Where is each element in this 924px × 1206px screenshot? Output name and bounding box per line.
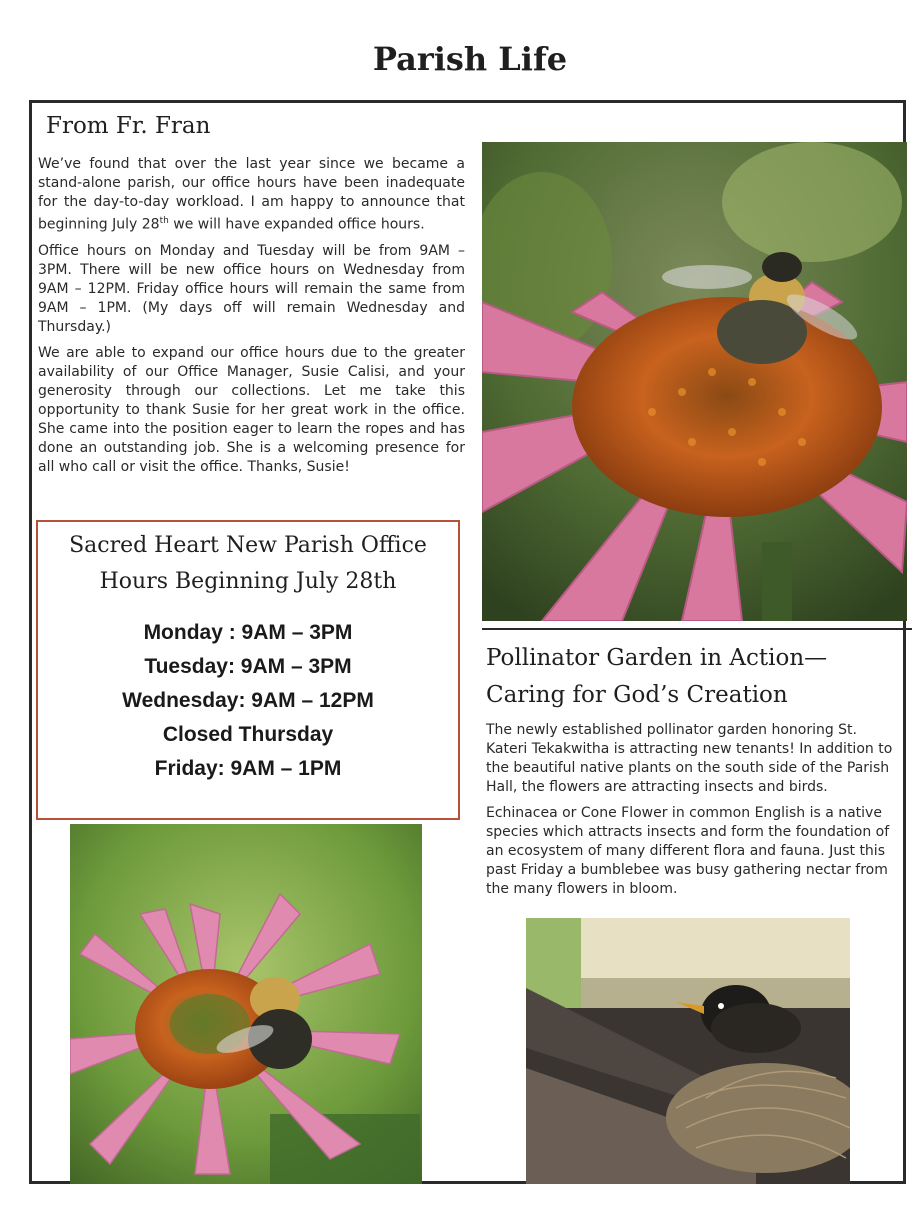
hours-monday: Monday : 9AM – 3PM <box>143 621 353 644</box>
section-divider <box>482 628 912 630</box>
page-title: Parish Life <box>372 40 568 78</box>
fran-paragraph-1: We’ve found that over the last year since we became a stand-alone parish, our office hours have been inadequate for the day-to-day workload. I am happy to announce that beginning July 28th we will have expanded office hours. <box>38 156 465 233</box>
robin-nest-photo <box>526 918 850 1184</box>
office-hours-box <box>36 520 460 820</box>
garden-heading-line2: Caring for God’s Creation <box>486 682 788 708</box>
hours-thursday: Closed Thursday <box>162 723 334 746</box>
office-hours-title-line2: Hours Beginning July 28th <box>99 569 397 594</box>
office-hours-title <box>38 528 458 600</box>
fran-paragraph-3: We are able to expand our office hours due to the greater availability of our Office Manager, Susie Calisi, and your generosity through our collections. Let me take this opportunity to thank Susie for her great work in the office. She came into the position eager to learn the ropes and has done an outstanding job. She is a welcoming presence for all who call or visit the office. Thanks, Susie! <box>38 344 465 475</box>
fran-heading: From Fr. Fran <box>46 113 211 139</box>
garden-paragraph-1: The newly established pollinator garden honoring St. Kateri Tekakwitha is attracting new tenants! In addition to the beautiful native plants on the south side of the Parish Hall, the flowers are attracting insects and birds. <box>486 722 893 795</box>
coneflower-bee-photo <box>482 142 907 621</box>
office-hours-title-line1: Sacred Heart New Parish Office <box>69 533 427 558</box>
hours-wednesday: Wednesday: 9AM – 12PM <box>122 689 374 712</box>
office-hours-list <box>38 616 458 786</box>
hours-tuesday: Tuesday: 9AM – 3PM <box>144 655 352 678</box>
fran-article <box>38 155 465 484</box>
garden-heading <box>486 640 906 714</box>
garden-paragraph-2: Echinacea or Cone Flower in common English is a native species which attracts insects and form the foundation of an ecosystem of many different flora and fauna. Just this past Friday a bumblebee was busy gathering nectar from the many flowers in bloom. <box>486 805 890 897</box>
garden-article <box>486 721 898 906</box>
coneflower-bee-photo-small <box>70 824 422 1184</box>
fran-paragraph-2: Office hours on Monday and Tuesday will be from 9AM – 3PM. There will be new office hours on Wednesday from 9AM – 12PM. Friday office hours will remain the same from 9AM – 1PM. (My days off will remain Wednesday and Thursday.) <box>38 242 465 335</box>
hours-friday: Friday: 9AM – 1PM <box>154 757 342 780</box>
garden-heading-line1: Pollinator Garden in Action— <box>486 645 828 671</box>
